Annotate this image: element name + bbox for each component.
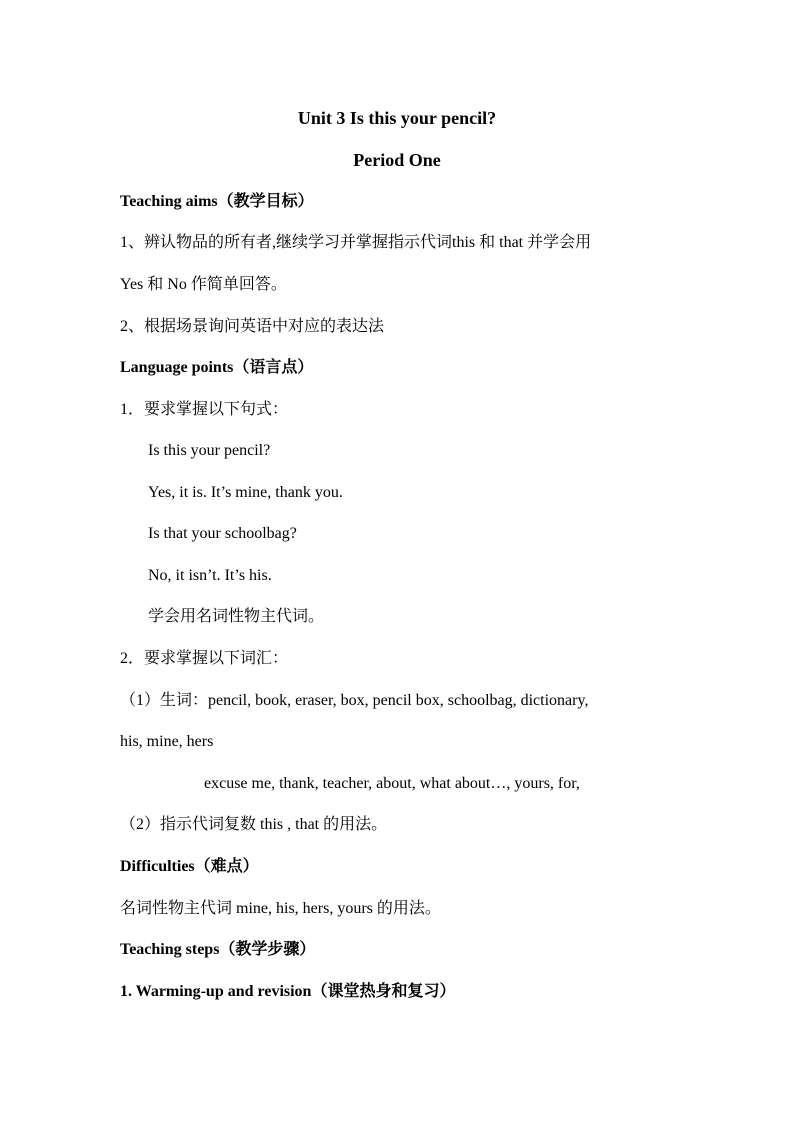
language-points-heading: Language points（语言点） — [120, 359, 314, 376]
vocab-line-3: excuse me, thank, teacher, about, what about…, yours, for, — [204, 775, 580, 792]
aim-1-line-2: Yes 和 No 作简单回答。 — [120, 276, 287, 293]
teaching-aims-heading: Teaching aims（教学目标） — [120, 193, 314, 210]
step-1-heading: 1. Warming-up and revision（课堂热身和复习） — [120, 983, 456, 1000]
language-point-2: 2．要求掌握以下词汇： — [120, 650, 289, 667]
demonstrative-usage: （2）指示代词复数 this , that 的用法。 — [120, 816, 388, 833]
aim-1-line-1: 1、辨认物品的所有者,继续学习并掌握指示代词this 和 that 并学会用 — [120, 234, 592, 251]
vocab-line-2: his, mine, hers — [120, 733, 214, 750]
vocab-line-1: （1）生词：pencil, book, eraser, box, pencil box, schoolbag, dictionary, — [120, 692, 589, 709]
page-title: Unit 3 Is this your pencil? — [297, 108, 497, 128]
language-point-1: 1．要求掌握以下句式： — [120, 401, 289, 418]
sentence-item: Yes, it is. It’s mine, thank you. — [148, 484, 343, 501]
sentence-item: No, it isn’t. It’s his. — [148, 567, 272, 584]
sentence-item: 学会用名词性物主代词。 — [148, 608, 325, 625]
teaching-steps-heading: Teaching steps（教学步骤） — [120, 941, 316, 958]
sentence-item: Is this your pencil? — [148, 442, 271, 459]
aim-2: 2、根据场景询问英语中对应的表达法 — [120, 318, 385, 335]
difficulties-heading: Difficulties（难点） — [120, 858, 259, 875]
difficulties-text: 名词性物主代词 mine, his, hers, yours 的用法。 — [120, 900, 441, 917]
sentence-item: Is that your schoolbag? — [148, 525, 297, 542]
page-subtitle: Period One — [353, 150, 441, 170]
